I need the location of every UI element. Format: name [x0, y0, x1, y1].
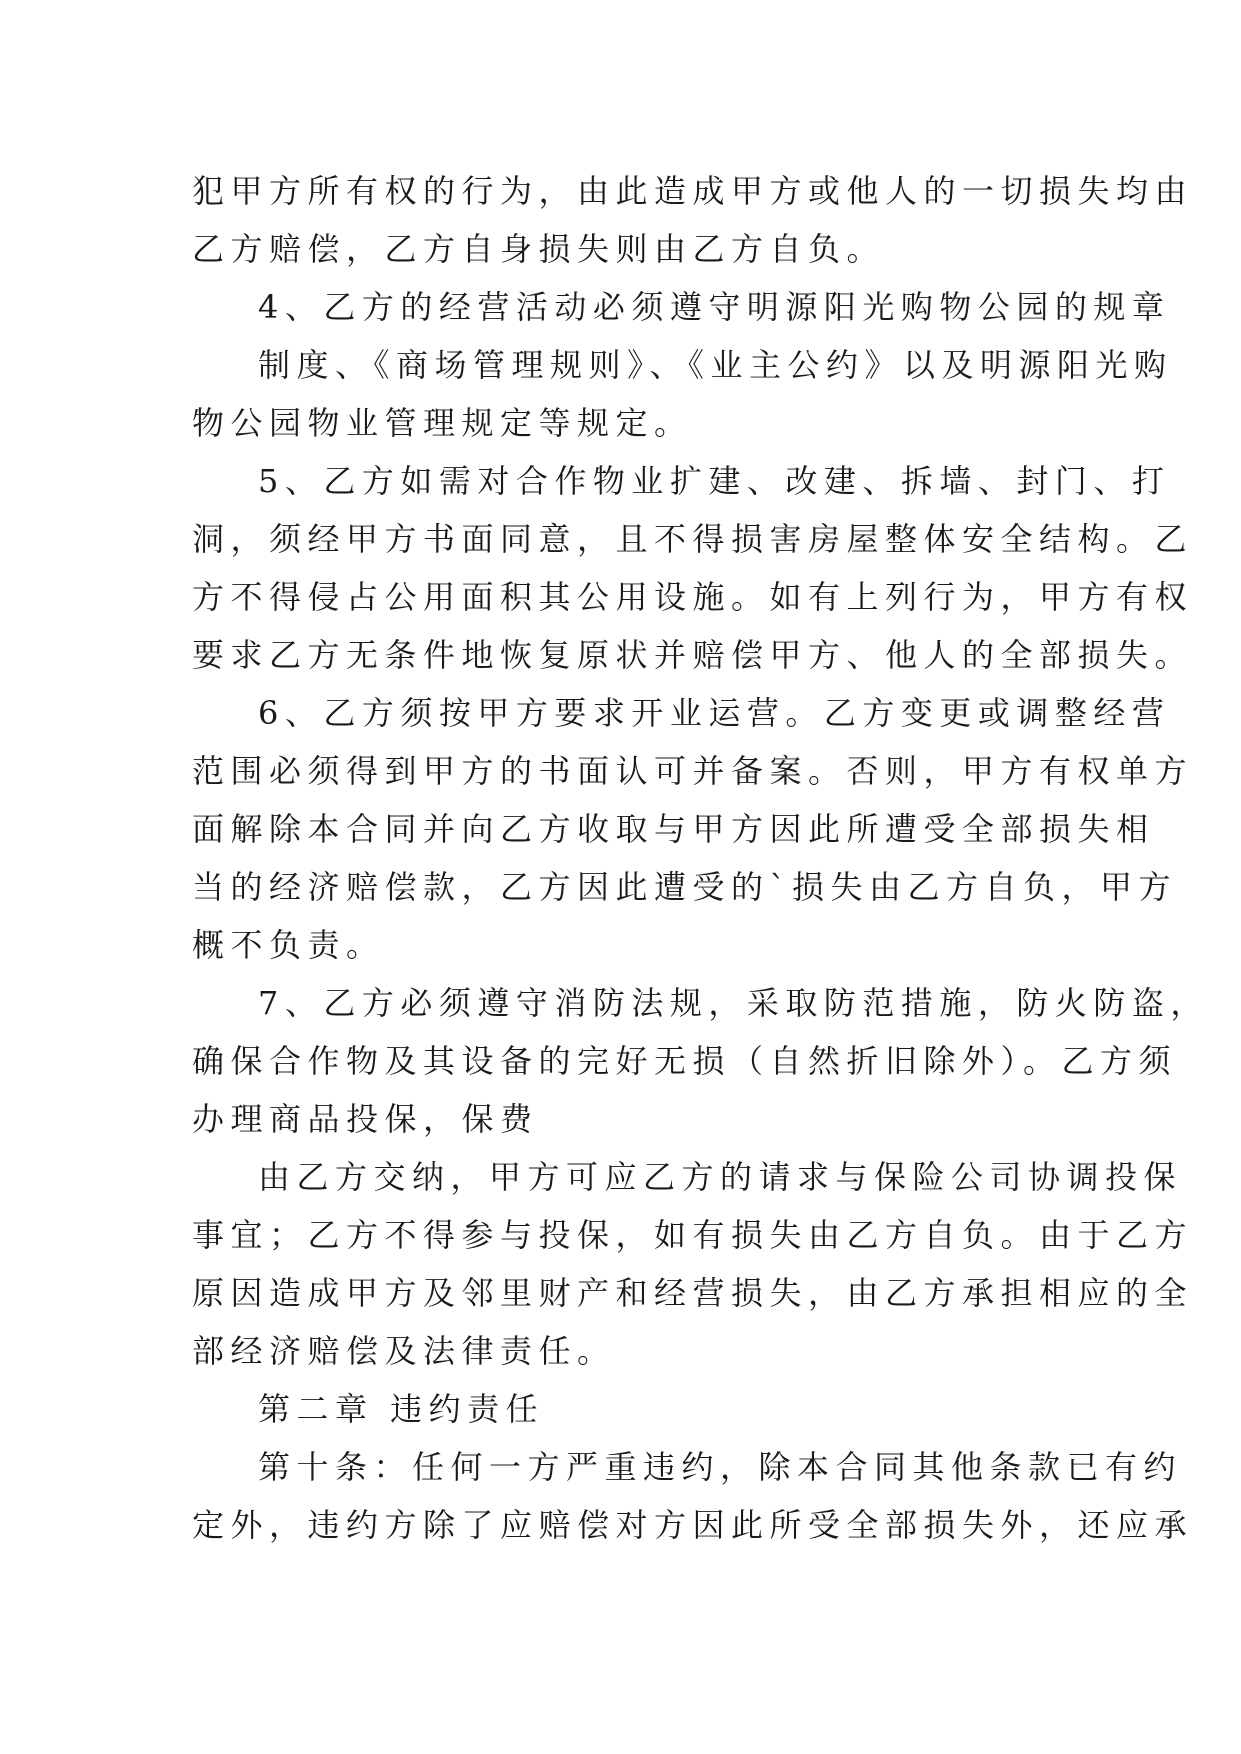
text-line: 当的经济赔偿款，乙方因此遭受的`损失由乙方自负，甲方	[192, 868, 1178, 906]
text-line: 原因造成甲方及邻里财产和经营损失，由乙方承担相应的全	[192, 1274, 1194, 1312]
chapter-heading: 第二章 违约责任	[258, 1390, 545, 1428]
text-line: 面解除本合同并向乙方收取与甲方因此所遭受全部损失相	[192, 810, 1155, 848]
text-line: 由乙方交纳，甲方可应乙方的请求与保险公司协调投保	[258, 1158, 1183, 1196]
text-line: 方不得侵占公用面积其公用设施。如有上列行为，甲方有权	[192, 578, 1194, 616]
text-line: 4、乙方的经营活动必须遵守明源阳光购物公园的规章	[258, 288, 1171, 326]
text-line: 7、乙方必须遵守消防法规，采取防范措施，防火防盗，	[258, 984, 1209, 1022]
text-line: 洞，须经甲方书面同意，且不得损害房屋整体安全结构。乙	[192, 520, 1194, 558]
text-line: 5、乙方如需对合作物业扩建、改建、拆墙、封门、打	[258, 462, 1171, 500]
text-line: 部经济赔偿及法律责任。	[192, 1332, 616, 1370]
text-line: 概不负责。	[192, 926, 385, 964]
text-line: 第十条：任何一方严重违约，除本合同其他条款已有约	[258, 1448, 1183, 1486]
text-line: 物公园物业管理规定等规定。	[192, 404, 693, 442]
text-line: 办理商品投保，保费	[192, 1100, 539, 1138]
text-line: 范围必须得到甲方的书面认可并备案。否则，甲方有权单方	[192, 752, 1194, 790]
text-line: 要求乙方无条件地恢复原状并赔偿甲方、他人的全部损失。	[192, 636, 1194, 674]
text-line: 定外，违约方除了应赔偿对方因此所受全部损失外，还应承	[192, 1506, 1194, 1544]
text-line: 犯甲方所有权的行为，由此造成甲方或他人的一切损失均由	[192, 172, 1194, 210]
text-line: 制度、《商场管理规则》、《业主公约》以及明源阳光购	[258, 346, 1173, 384]
text-line: 6、乙方须按甲方要求开业运营。乙方变更或调整经营	[258, 694, 1171, 732]
text-line: 乙方赔偿，乙方自身损失则由乙方自负。	[192, 230, 886, 268]
text-line: 确保合作物及其设备的完好无损（自然折旧除外）。乙方须	[192, 1042, 1178, 1080]
text-line: 事宜；乙方不得参与投保，如有损失由乙方自负。由于乙方	[192, 1216, 1194, 1254]
